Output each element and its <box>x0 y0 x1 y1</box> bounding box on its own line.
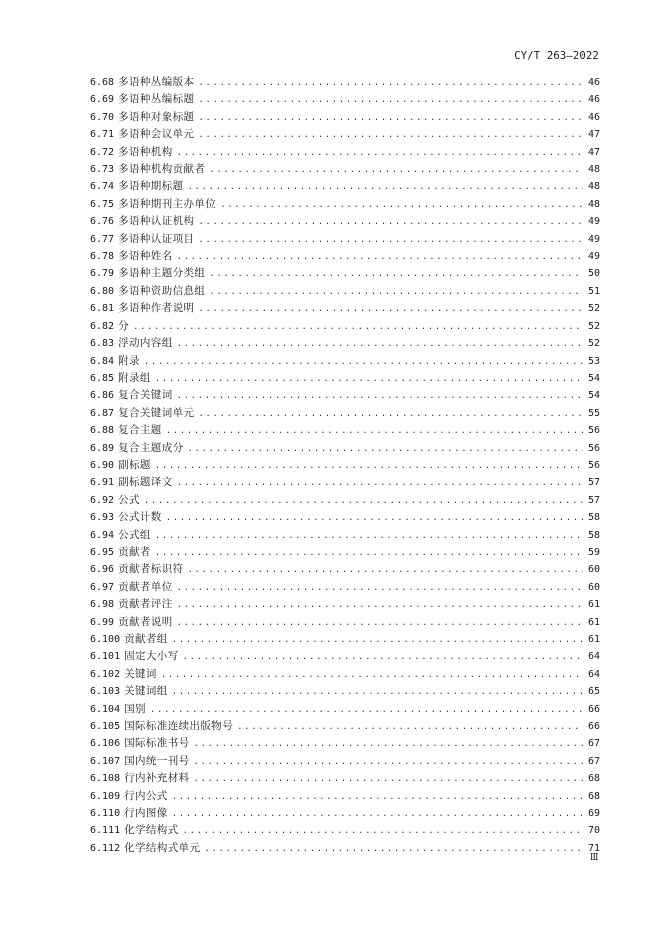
toc-entry-page: 65 <box>587 686 600 698</box>
toc-entry <box>90 161 600 178</box>
toc-entry-page: 64 <box>587 668 600 680</box>
toc-entry-number: 6.91 <box>90 477 115 489</box>
toc-dot-leader <box>150 705 583 715</box>
toc-entry <box>90 561 600 578</box>
toc-dot-leader <box>172 635 583 645</box>
toc-entry-title: 贡献者 <box>118 545 151 558</box>
toc-dot-leader <box>183 826 583 836</box>
toc-entry <box>90 631 600 648</box>
toc-entry-number: 6.77 <box>90 233 115 245</box>
toc-entry-title: 复合关键词 <box>118 389 173 402</box>
toc-entry-number: 6.96 <box>90 564 115 576</box>
toc-entry-page: 67 <box>587 738 600 750</box>
toc-dot-leader <box>188 182 584 192</box>
toc-entry <box>90 753 600 770</box>
toc-entry-page: 50 <box>587 268 600 280</box>
toc-entry-number: 6.101 <box>90 651 121 663</box>
toc-dot-leader <box>209 165 583 175</box>
toc-entry <box>90 822 600 839</box>
toc-entry <box>90 74 600 91</box>
toc-entry-number: 6.95 <box>90 546 115 558</box>
toc-entry <box>90 840 600 857</box>
toc-entry <box>90 735 600 752</box>
toc-entry-title: 贡献者说明 <box>118 615 173 628</box>
toc-entry-title: 多语种丛编版本 <box>118 76 195 88</box>
toc-dot-leader <box>177 478 583 488</box>
toc-entry-page: 54 <box>587 390 600 402</box>
toc-entry-title: 国际标准书号 <box>124 737 190 750</box>
toc-dot-leader <box>194 774 583 784</box>
toc-entry-page: 56 <box>587 442 600 454</box>
toc-entry-number: 6.89 <box>90 442 115 454</box>
toc-entry-title: 公式组 <box>118 528 151 541</box>
toc-entry-page: 68 <box>587 790 600 802</box>
toc-dot-leader <box>155 374 583 384</box>
toc-entry-number: 6.74 <box>90 181 115 193</box>
toc-entry-page: 51 <box>587 285 600 297</box>
toc-dot-leader <box>133 322 583 332</box>
toc-entry-title: 国内统一刊号 <box>124 754 190 767</box>
toc-entry-page: 49 <box>587 216 600 228</box>
toc-entry-title: 国际标准连续出版物号 <box>124 720 234 733</box>
toc-entry-title: 浮动内容组 <box>118 337 173 350</box>
toc-entry-number: 6.90 <box>90 459 115 471</box>
toc-entry <box>90 283 600 300</box>
toc-entry-page: 46 <box>587 94 600 106</box>
toc-dot-leader <box>177 391 583 401</box>
toc-dot-leader <box>237 722 583 732</box>
toc-entry <box>90 701 600 718</box>
toc-entry-title: 行内公式 <box>124 789 168 802</box>
toc-entry-page: 56 <box>587 459 600 471</box>
toc-entry-page: 66 <box>587 703 600 715</box>
toc-entry-title: 多语种机构 <box>118 145 173 158</box>
toc-entry-page: 52 <box>587 320 600 332</box>
toc-entry-page: 67 <box>587 755 600 767</box>
toc-entry <box>90 666 600 683</box>
toc-entry-title: 附录 <box>118 354 140 367</box>
toc-entry-page: 47 <box>587 129 600 141</box>
toc-entry-number: 6.110 <box>90 808 121 820</box>
toc-entry <box>90 248 600 265</box>
toc-entry-page: 49 <box>587 251 600 263</box>
toc-entry-title: 副标题译文 <box>118 476 173 489</box>
toc-dot-leader <box>194 739 583 749</box>
toc-entry-number: 6.97 <box>90 581 115 593</box>
toc-entry-page: 66 <box>587 721 600 733</box>
toc-dot-leader <box>194 757 583 767</box>
toc-entry-number: 6.93 <box>90 512 115 524</box>
toc-entry-page: 48 <box>587 198 600 210</box>
toc-entry-number: 6.98 <box>90 599 115 611</box>
toc-entry <box>90 509 600 526</box>
table-of-contents <box>90 74 600 857</box>
toc-entry-number: 6.92 <box>90 494 115 506</box>
toc-entry-page: 58 <box>587 529 600 541</box>
toc-entry-page: 71 <box>587 842 600 854</box>
toc-entry <box>90 474 600 491</box>
toc-entry-title: 贡献者组 <box>124 633 168 645</box>
toc-entry-number: 6.71 <box>90 129 115 141</box>
toc-dot-leader <box>198 78 583 88</box>
toc-entry-page: 56 <box>587 425 600 437</box>
toc-entry-title: 附录组 <box>118 371 151 384</box>
toc-entry-number: 6.85 <box>90 372 115 384</box>
toc-entry-page: 46 <box>587 111 600 123</box>
toc-entry <box>90 596 600 613</box>
toc-entry-number: 6.112 <box>90 842 121 854</box>
toc-entry-title: 多语种认证机构 <box>118 215 195 228</box>
toc-dot-leader <box>209 269 583 279</box>
toc-dot-leader <box>198 217 583 227</box>
toc-entry-number: 6.94 <box>90 529 115 541</box>
toc-entry-number: 6.76 <box>90 216 115 228</box>
toc-entry-number: 6.82 <box>90 320 115 332</box>
toc-entry-title: 贡献者标识符 <box>118 563 184 576</box>
toc-entry-title: 公式 <box>118 493 140 506</box>
toc-dot-leader <box>161 670 583 680</box>
toc-entry-page: 59 <box>587 546 600 558</box>
toc-entry <box>90 405 600 422</box>
toc-entry-number: 6.86 <box>90 390 115 402</box>
toc-entry-page: 57 <box>587 494 600 506</box>
toc-entry <box>90 579 600 596</box>
toc-entry <box>90 805 600 822</box>
toc-entry <box>90 422 600 439</box>
toc-entry-page: 48 <box>587 164 600 176</box>
toc-dot-leader <box>172 809 583 819</box>
toc-entry-title: 多语种作者说明 <box>118 302 195 315</box>
toc-entry-title: 复合关键词单元 <box>118 406 195 419</box>
toc-entry-number: 6.81 <box>90 303 115 315</box>
toc-entry-title: 多语种主题分类组 <box>118 267 206 280</box>
toc-entry-page: 69 <box>587 808 600 820</box>
toc-dot-leader <box>220 200 583 210</box>
toc-dot-leader <box>188 444 584 454</box>
toc-dot-leader <box>209 287 583 297</box>
toc-dot-leader <box>198 304 583 314</box>
toc-entry-number: 6.79 <box>90 268 115 280</box>
toc-entry-page: 54 <box>587 372 600 384</box>
toc-entry-number: 6.108 <box>90 773 121 785</box>
toc-entry <box>90 318 600 335</box>
toc-dot-leader <box>144 496 583 506</box>
toc-entry <box>90 353 600 370</box>
toc-entry-title: 副标题 <box>118 458 151 471</box>
toc-entry-page: 49 <box>587 233 600 245</box>
toc-entry-number: 6.80 <box>90 285 115 297</box>
toc-entry-number: 6.78 <box>90 251 115 263</box>
toc-dot-leader <box>198 130 583 140</box>
toc-entry-number: 6.106 <box>90 738 121 750</box>
toc-dot-leader <box>155 531 583 541</box>
toc-entry <box>90 492 600 509</box>
toc-entry-page: 58 <box>587 512 600 524</box>
toc-dot-leader <box>183 652 583 662</box>
toc-dot-leader <box>177 339 583 349</box>
toc-entry-number: 6.68 <box>90 77 115 88</box>
page-number: Ⅲ <box>589 853 599 863</box>
toc-entry <box>90 544 600 561</box>
toc-entry-number: 6.102 <box>90 668 121 680</box>
toc-dot-leader <box>155 461 583 471</box>
toc-entry <box>90 648 600 665</box>
toc-entry-title: 多语种对象标题 <box>118 110 195 123</box>
toc-entry-title: 公式计数 <box>118 511 162 524</box>
toc-entry-number: 6.105 <box>90 721 121 733</box>
toc-entry <box>90 144 600 161</box>
standard-code-header: CY/T 263—2022 <box>514 50 599 62</box>
toc-entry-title: 行内图像 <box>124 807 168 820</box>
toc-entry-number: 6.109 <box>90 790 121 802</box>
toc-entry-page: 61 <box>587 634 600 645</box>
toc-dot-leader <box>204 844 583 854</box>
toc-entry-title: 化学结构式 <box>124 824 179 837</box>
toc-entry-title: 多语种会议单元 <box>118 128 195 141</box>
toc-entry-page: 68 <box>587 773 600 785</box>
toc-entry-title: 固定大小写 <box>124 650 179 663</box>
toc-entry-number: 6.88 <box>90 425 115 437</box>
toc-dot-leader <box>177 600 583 610</box>
toc-entry-title: 关键词组 <box>124 685 168 698</box>
toc-entry <box>90 126 600 143</box>
toc-entry-number: 6.103 <box>90 686 121 698</box>
toc-entry-title: 多语种机构贡献者 <box>118 163 206 176</box>
toc-entry <box>90 614 600 631</box>
toc-entry-page: 60 <box>587 581 600 593</box>
toc-entry-page: 55 <box>587 407 600 419</box>
toc-entry <box>90 440 600 457</box>
toc-entry-page: 52 <box>587 338 600 350</box>
toc-entry-number: 6.75 <box>90 198 115 210</box>
toc-entry <box>90 527 600 544</box>
toc-entry-title: 多语种期标题 <box>118 180 184 193</box>
toc-entry <box>90 788 600 805</box>
toc-entry-page: 53 <box>587 355 600 367</box>
toc-entry-title: 贡献者单位 <box>118 580 173 593</box>
toc-entry <box>90 300 600 317</box>
toc-entry <box>90 213 600 230</box>
toc-entry-number: 6.70 <box>90 111 115 123</box>
toc-dot-leader <box>177 583 583 593</box>
toc-dot-leader <box>188 565 584 575</box>
toc-dot-leader <box>177 252 583 262</box>
toc-entry <box>90 387 600 404</box>
toc-entry <box>90 770 600 787</box>
toc-entry-number: 6.111 <box>90 825 121 837</box>
toc-entry-number: 6.73 <box>90 164 115 176</box>
toc-entry-title: 关键词 <box>124 667 157 680</box>
toc-entry-number: 6.104 <box>90 703 121 715</box>
toc-entry-title: 行内补充材料 <box>124 772 190 785</box>
toc-entry-number: 6.72 <box>90 146 115 158</box>
toc-entry <box>90 683 600 700</box>
toc-entry <box>90 265 600 282</box>
toc-entry-page: 64 <box>587 651 600 663</box>
toc-dot-leader <box>166 513 583 523</box>
toc-dot-leader <box>177 618 583 628</box>
toc-entry-number: 6.107 <box>90 755 121 767</box>
toc-entry-number: 6.100 <box>90 634 121 645</box>
toc-dot-leader <box>166 426 583 436</box>
toc-dot-leader <box>198 409 583 419</box>
toc-entry-number: 6.83 <box>90 338 115 350</box>
toc-entry-title: 国别 <box>124 702 146 715</box>
toc-entry-page: 60 <box>587 564 600 576</box>
toc-entry <box>90 178 600 195</box>
toc-entry-title: 贡献者评注 <box>118 598 173 611</box>
toc-entry <box>90 370 600 387</box>
toc-entry <box>90 457 600 474</box>
toc-entry <box>90 231 600 248</box>
toc-dot-leader <box>172 687 583 697</box>
toc-entry-title: 多语种资助信息组 <box>118 284 206 297</box>
toc-entry-title: 分 <box>118 319 129 332</box>
toc-dot-leader <box>198 235 583 245</box>
toc-entry-title: 多语种姓名 <box>118 250 173 263</box>
toc-dot-leader <box>198 95 583 105</box>
toc-entry-page: 46 <box>587 77 600 88</box>
toc-dot-leader <box>144 357 583 367</box>
toc-entry-page: 48 <box>587 181 600 193</box>
toc-dot-leader <box>198 113 583 123</box>
toc-entry <box>90 196 600 213</box>
toc-entry-title: 多语种认证项目 <box>118 232 195 245</box>
toc-entry-title: 复合主题 <box>118 424 162 437</box>
toc-entry <box>90 335 600 352</box>
toc-entry-page: 47 <box>587 146 600 158</box>
toc-entry-title: 复合主题成分 <box>118 441 184 454</box>
toc-entry <box>90 109 600 126</box>
toc-entry-number: 6.87 <box>90 407 115 419</box>
toc-dot-leader <box>172 792 583 802</box>
toc-dot-leader <box>177 148 583 158</box>
toc-entry-number: 6.99 <box>90 616 115 628</box>
toc-entry-number: 6.69 <box>90 94 115 106</box>
toc-entry-number: 6.84 <box>90 355 115 367</box>
toc-entry-page: 61 <box>587 616 600 628</box>
toc-entry-title: 多语种丛编标题 <box>118 93 195 106</box>
toc-entry-page: 52 <box>587 303 600 315</box>
toc-entry <box>90 718 600 735</box>
toc-entry-title: 化学结构式单元 <box>124 841 201 854</box>
toc-dot-leader <box>155 548 583 558</box>
toc-entry-page: 70 <box>587 825 600 837</box>
toc-entry-page: 57 <box>587 477 600 489</box>
toc-entry <box>90 91 600 108</box>
toc-entry-page: 61 <box>587 599 600 611</box>
toc-entry-title: 多语种期刊主办单位 <box>118 197 217 210</box>
